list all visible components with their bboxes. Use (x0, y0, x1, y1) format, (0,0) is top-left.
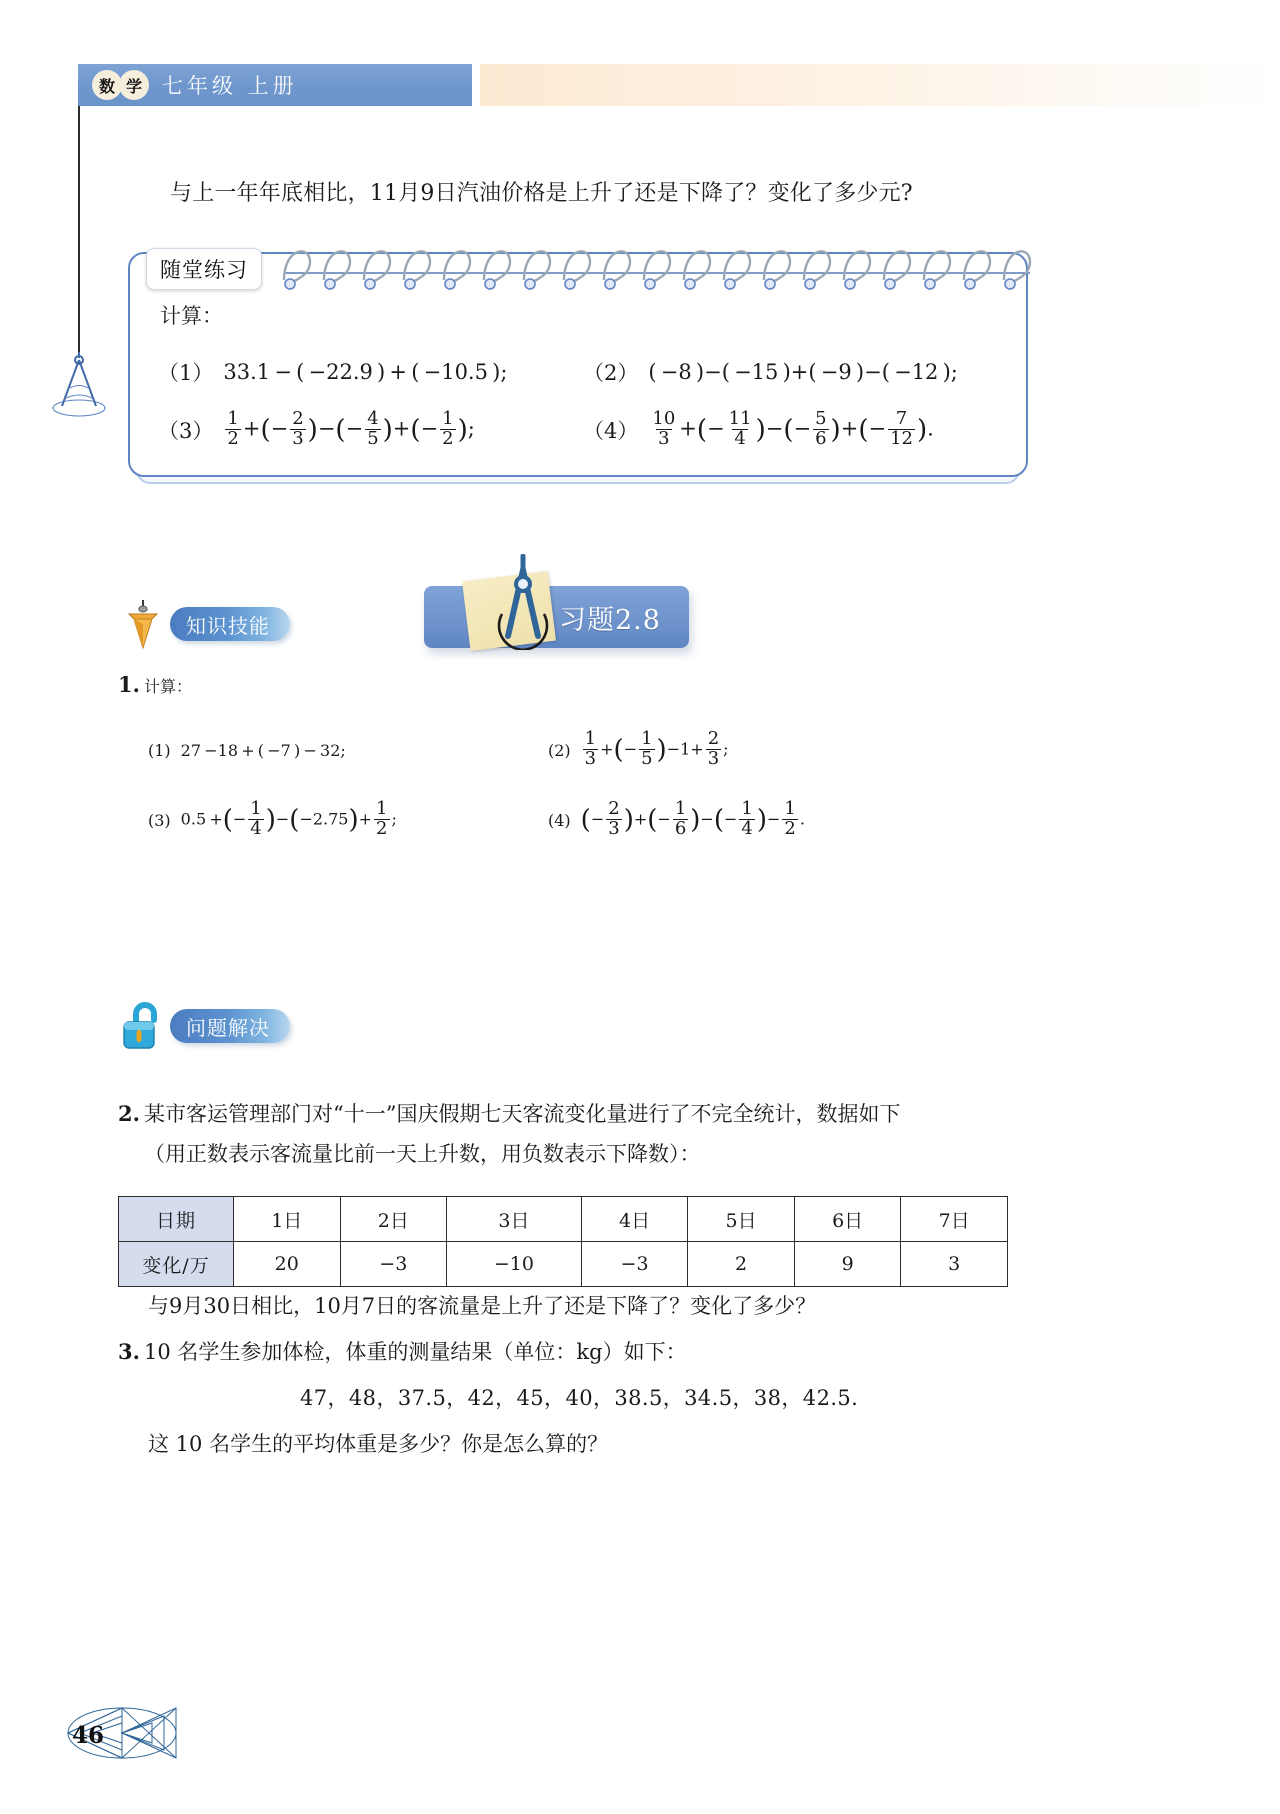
practice-equation-grid (158, 350, 1008, 452)
running-head (78, 64, 472, 106)
table-cell-change-1: 20 (234, 1242, 341, 1287)
exercise1-item-4-label: (4) (548, 810, 571, 830)
exercise-banner-label (559, 598, 661, 637)
exercise2-question: 与9月30日相比，10月7日的客流量是上升了还是下降了？变化了多少？ (148, 1294, 817, 1318)
table-cell-change-4: −3 (581, 1242, 688, 1287)
exercise1-item-4 (548, 798, 948, 839)
practice-item-4-expr: $\frac{10}{3}$ +(− $\frac{11}{4}$ )−(− $\frac{5}{6}$ )+(− $\frac{7}{12}$ ). (652, 408, 934, 449)
exercise3-data: 47，48，37.5，42，45，40，38.5，34.5，38，42.5. (300, 1386, 859, 1410)
table-cell-date-5: 5日 (688, 1197, 795, 1242)
page-number: 46 (72, 1722, 105, 1749)
exercise-banner-number: 2.8 (615, 605, 661, 636)
exercise1-item-2-label: (2) (548, 740, 571, 760)
compass-decoration-icon (44, 352, 114, 422)
table-cell-change-2: −3 (340, 1242, 447, 1287)
exercise1-prompt: 计算： (144, 677, 193, 696)
exercise2-number: 2. (118, 1101, 140, 1126)
exercise3-line1-text: 10 名学生参加体检，体重的测量结果（单位：kg）如下： (144, 1340, 687, 1364)
practice-tag: 随堂练习 (146, 248, 262, 290)
exercise1-item-1 (148, 741, 548, 760)
table-cell-change-6: 9 (794, 1242, 901, 1287)
exercise1-head (118, 672, 192, 697)
table-row-changes (119, 1242, 1008, 1287)
table-cell-date-4: 4日 (581, 1197, 688, 1242)
exercise3-line1 (118, 1336, 1178, 1366)
table-cell-change-3: −10 (447, 1242, 582, 1287)
practice-body (158, 300, 1008, 452)
table-cell-date-6: 6日 (794, 1197, 901, 1242)
exercise1-row-2 (148, 792, 1048, 848)
practice-section (128, 240, 1028, 490)
exercise2-line1 (118, 1094, 1178, 1134)
practice-item-3 (158, 408, 583, 452)
exercise2-line2: （用正数表示客流量比前一天上升数，用负数表示下降数）： (144, 1142, 701, 1166)
exercise2-line1-text: 某市客运管理部门对“十一”国庆假期七天客流变化量进行了不完全统计，数据如下 (144, 1102, 901, 1126)
margin-rule (78, 106, 80, 354)
subject-char-2: 学 (119, 70, 149, 100)
subject-char-1: 数 (92, 70, 122, 100)
exercise1-grid (148, 722, 1048, 848)
header-accent-strip (480, 64, 1280, 106)
plumb-bob-icon (118, 598, 168, 650)
intro-question: 与上一年年底相比，11月9日汽油价格是上升了还是下降了？变化了多少元? (170, 181, 913, 206)
table-row-header-date: 日期 (119, 1197, 234, 1242)
practice-box (128, 252, 1028, 477)
exercise1-item-4-expr: (− $\frac{2}{3}$ )+(− $\frac{1}{6}$ )−(− $\frac{1}{4}$ )− $\frac{1}{2}$ . (580, 798, 805, 839)
exercise2-text (118, 1094, 1178, 1174)
table-cell-change-7: 3 (901, 1242, 1008, 1287)
badge-label-knowledge-skills: 知识技能 (170, 607, 290, 641)
practice-col-left (158, 350, 583, 452)
practice-col-right (583, 350, 1008, 452)
exercise1-item-3 (148, 798, 548, 839)
table-cell-date-2: 2日 (340, 1197, 447, 1242)
exercise1-item-3-expr: 0.5 +(− $\frac{1}{4}$ )−(−2.75)+ $\frac{1}{2}$ ; (180, 798, 397, 839)
exercise1-row-1 (148, 722, 1048, 778)
practice-item-3-expr: $\frac{1}{2}$ +(− $\frac{2}{3}$ )−(− $\frac{4}{5}$ )+(− $\frac{1}{2}$ ); (227, 408, 475, 449)
exercise-banner (424, 586, 689, 648)
table-cell-date-7: 7日 (901, 1197, 1008, 1242)
padlock-icon (118, 1000, 168, 1052)
table-cell-change-5: 2 (688, 1242, 795, 1287)
practice-calc-label: 计算： (160, 304, 223, 328)
exercise1-item-1-label: (1) (148, 740, 171, 760)
practice-item-1 (158, 350, 583, 394)
exercise-banner-word: 习题 (559, 605, 615, 636)
table-row-header-change: 变化/万 (119, 1242, 234, 1287)
exercise1-item-2-expr: $\frac{1}{3}$ +(− $\frac{1}{5}$ )−1+ $\frac{2}{3}$ ; (584, 728, 729, 769)
badge-label-problem-solving: 问题解决 (170, 1009, 290, 1043)
practice-item-1-label: （1） (158, 361, 214, 385)
passenger-flow-table (118, 1196, 1008, 1287)
practice-item-2-expr: ( −8 )−( −15 )+( −9 )−( −12 ); (648, 360, 958, 384)
compass-icon (484, 554, 562, 650)
header-title: 七年级 上册 (162, 74, 298, 98)
practice-item-4 (583, 408, 1008, 452)
table-row-dates (119, 1197, 1008, 1242)
exercise1-item-3-label: (3) (148, 810, 171, 830)
practice-item-1-expr: 33.1 − ( −22.9 ) + ( −10.5 ); (223, 360, 508, 384)
exercise1-item-2 (548, 728, 948, 769)
practice-item-2 (583, 350, 1008, 394)
exercise1-item-1-expr: 27 −18 + ( −7 ) − 32; (180, 740, 346, 760)
practice-item-3-label: （3） (158, 419, 214, 443)
exercise3-number: 3. (118, 1339, 140, 1364)
practice-item-2-label: （2） (583, 361, 639, 385)
exercise1-number: 1. (118, 672, 140, 697)
table-cell-date-1: 1日 (234, 1197, 341, 1242)
exercise3-question: 这 10 名学生的平均体重是多少？你是怎么算的？ (148, 1432, 609, 1456)
section-badge-knowledge-skills (118, 598, 290, 650)
practice-item-4-label: （4） (583, 419, 639, 443)
table-cell-date-3: 3日 (447, 1197, 582, 1242)
section-badge-problem-solving (118, 1000, 290, 1052)
subject-badges (92, 70, 146, 100)
spiral-binding-icon (280, 240, 1040, 292)
